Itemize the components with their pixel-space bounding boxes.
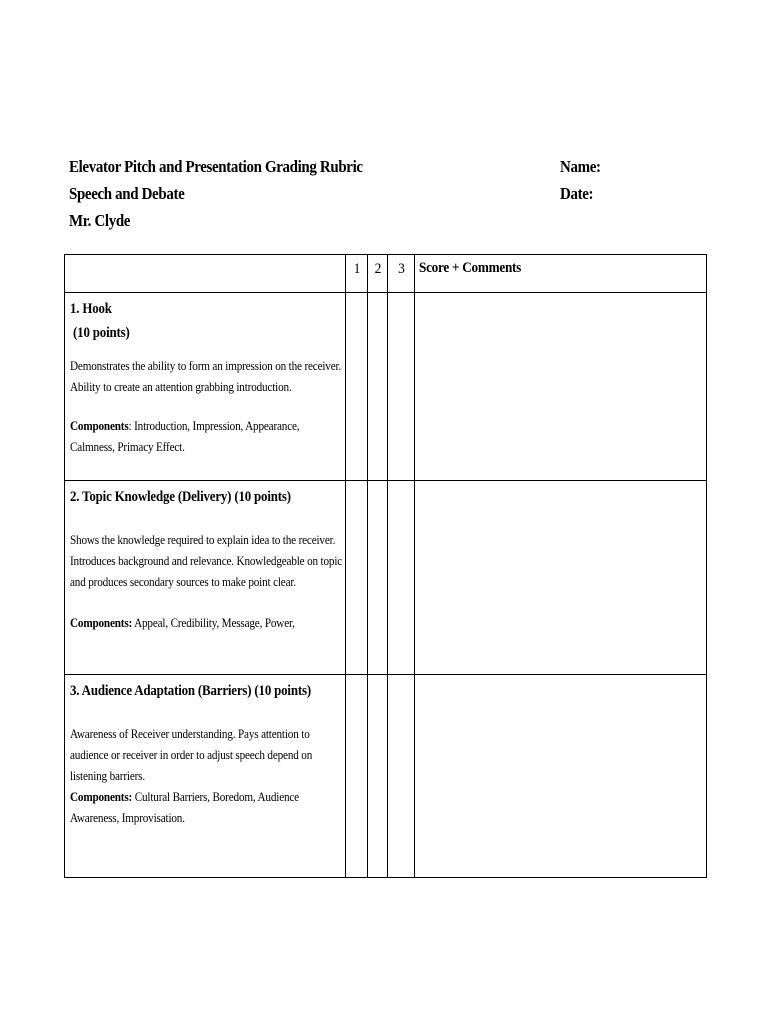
course-name: Speech and Debate <box>69 184 185 203</box>
criteria-cell-topic-knowledge <box>65 481 346 675</box>
criteria-components: Components: Cultural Barriers, Boredom, Audience Awareness, Improvisation. <box>70 789 299 825</box>
criteria-cell-hook <box>65 293 346 481</box>
name-label: Name: <box>560 157 601 176</box>
rubric-table <box>64 254 707 878</box>
criteria-components: Components: Appeal, Credibility, Message, Power, <box>70 615 295 630</box>
criteria-title: 1. Hook <box>70 301 112 317</box>
score-cell-3[interactable] <box>388 481 415 675</box>
score-cell-2[interactable] <box>368 675 388 878</box>
score-cell-1[interactable] <box>346 481 368 675</box>
document-header <box>69 153 363 234</box>
rubric-title: Elevator Pitch and Presentation Grading Rubric <box>69 157 363 176</box>
score-column-3: 3 <box>389 255 413 293</box>
comments-cell[interactable] <box>415 293 707 481</box>
table-header-row <box>65 255 707 293</box>
criteria-title: 2. Topic Knowledge (Delivery) (10 points) <box>70 489 291 505</box>
criteria-description: Demonstrates the ability to form an impression on the receiver. Ability to create an attention grabbing introduction. <box>70 358 342 394</box>
criteria-cell-audience-adaptation <box>65 675 346 878</box>
table-row <box>65 293 707 481</box>
score-cell-2[interactable] <box>368 293 388 481</box>
comments-cell[interactable] <box>415 675 707 878</box>
criteria-points: (10 points) <box>70 325 130 341</box>
date-label: Date: <box>560 184 594 203</box>
score-cell-1[interactable] <box>346 675 368 878</box>
criteria-description: Awareness of Receiver understanding. Pays attention to audience or receiver in order to adjust speech depend on listening barriers. <box>70 726 313 783</box>
score-cell-3[interactable] <box>388 675 415 878</box>
score-cell-1[interactable] <box>346 293 368 481</box>
score-column-2: 2 <box>369 255 387 293</box>
comments-cell[interactable] <box>415 481 707 675</box>
table-row <box>65 675 707 878</box>
criteria-title: 3. Audience Adaptation (Barriers) (10 points) <box>70 683 311 699</box>
criteria-components: Components: Introduction, Impression, Appearance, Calmness, Primacy Effect. <box>70 418 300 454</box>
comments-header: Score + Comments <box>415 255 707 293</box>
teacher-name: Mr. Clyde <box>69 211 131 230</box>
criteria-header-cell <box>65 255 346 293</box>
student-info <box>560 153 601 207</box>
score-cell-2[interactable] <box>368 481 388 675</box>
score-cell-3[interactable] <box>388 293 415 481</box>
criteria-description: Shows the knowledge required to explain idea to the receiver. Introduces background and relevance. Knowledgeable on topic and produces secondary sources to make point clear. <box>70 532 343 589</box>
score-column-1: 1 <box>347 255 367 293</box>
table-row <box>65 481 707 675</box>
